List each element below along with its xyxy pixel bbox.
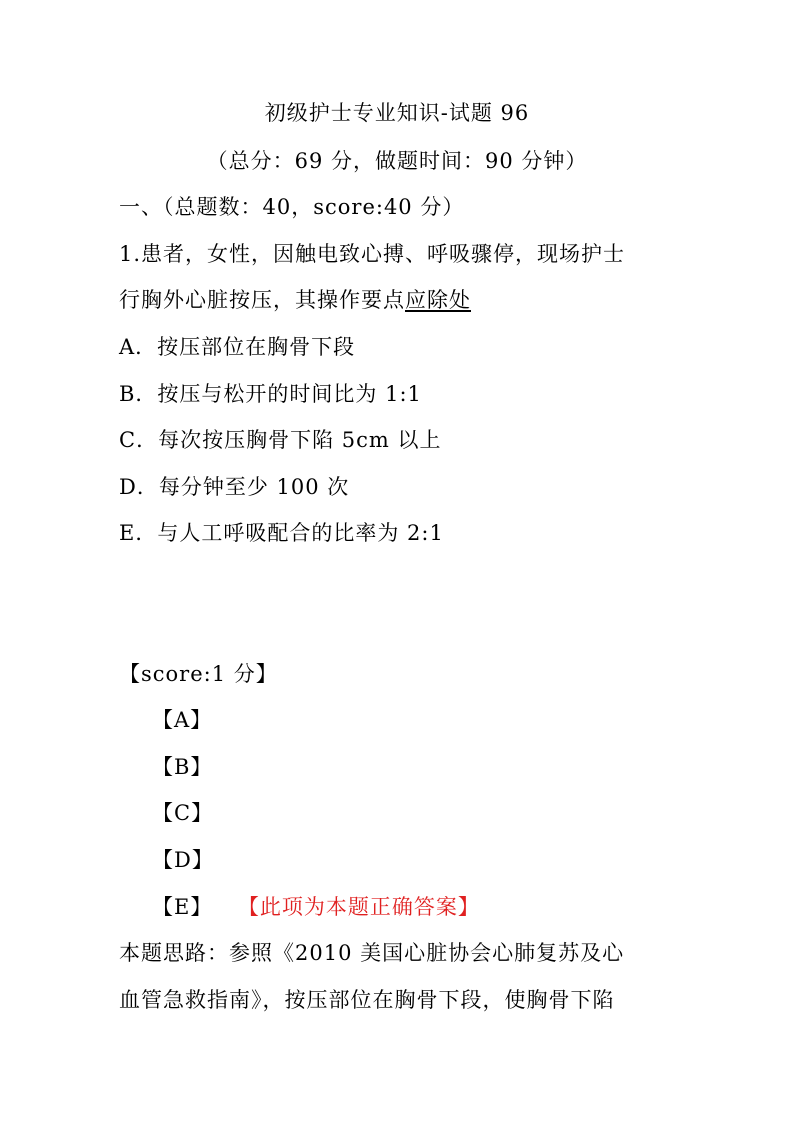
answer-mark-b: 【B】	[152, 755, 213, 779]
answer-mark-d: 【D】	[152, 848, 214, 872]
option-d: D．每分钟至少 100 次	[119, 475, 350, 499]
option-a: A．按压部位在胸骨下段	[119, 335, 356, 359]
section-header: 一、（总题数：40，score:40 分）	[119, 195, 465, 219]
answer-mark-a: 【A】	[152, 708, 213, 732]
question-text-underlined: 应除处	[405, 288, 471, 312]
score-label: 【score:1 分】	[119, 662, 278, 686]
option-b: B．按压与松开的时间比为 1:1	[119, 382, 422, 406]
answer-row-e	[152, 897, 480, 918]
question-text-line-2	[119, 290, 471, 311]
document-title: 初级护士专业知识-试题 96	[264, 101, 530, 125]
correct-answer-note: 【此项为本题正确答案】	[248, 895, 480, 919]
answer-mark-c: 【C】	[152, 801, 214, 825]
answer-mark-e: 【E】	[152, 895, 213, 919]
explanation-line-1: 本题思路：参照《2010 美国心脏协会心肺复苏及心	[119, 941, 625, 965]
explanation-line-2: 血管急救指南》，按压部位在胸骨下段，使胸骨下陷	[119, 988, 615, 1012]
question-text-prefix: 行胸外心脏按压，其操作要点	[119, 288, 405, 312]
option-e: E．与人工呼吸配合的比率为 2:1	[119, 521, 444, 545]
question-text-line-1: 1.患者，女性，因触电致心搏、呼吸骤停，现场护士	[119, 242, 626, 266]
option-c: C．每次按压胸骨下陷 5cm 以上	[119, 428, 442, 452]
document-subtitle: （总分：69 分，做题时间：90 分钟）	[206, 149, 588, 173]
